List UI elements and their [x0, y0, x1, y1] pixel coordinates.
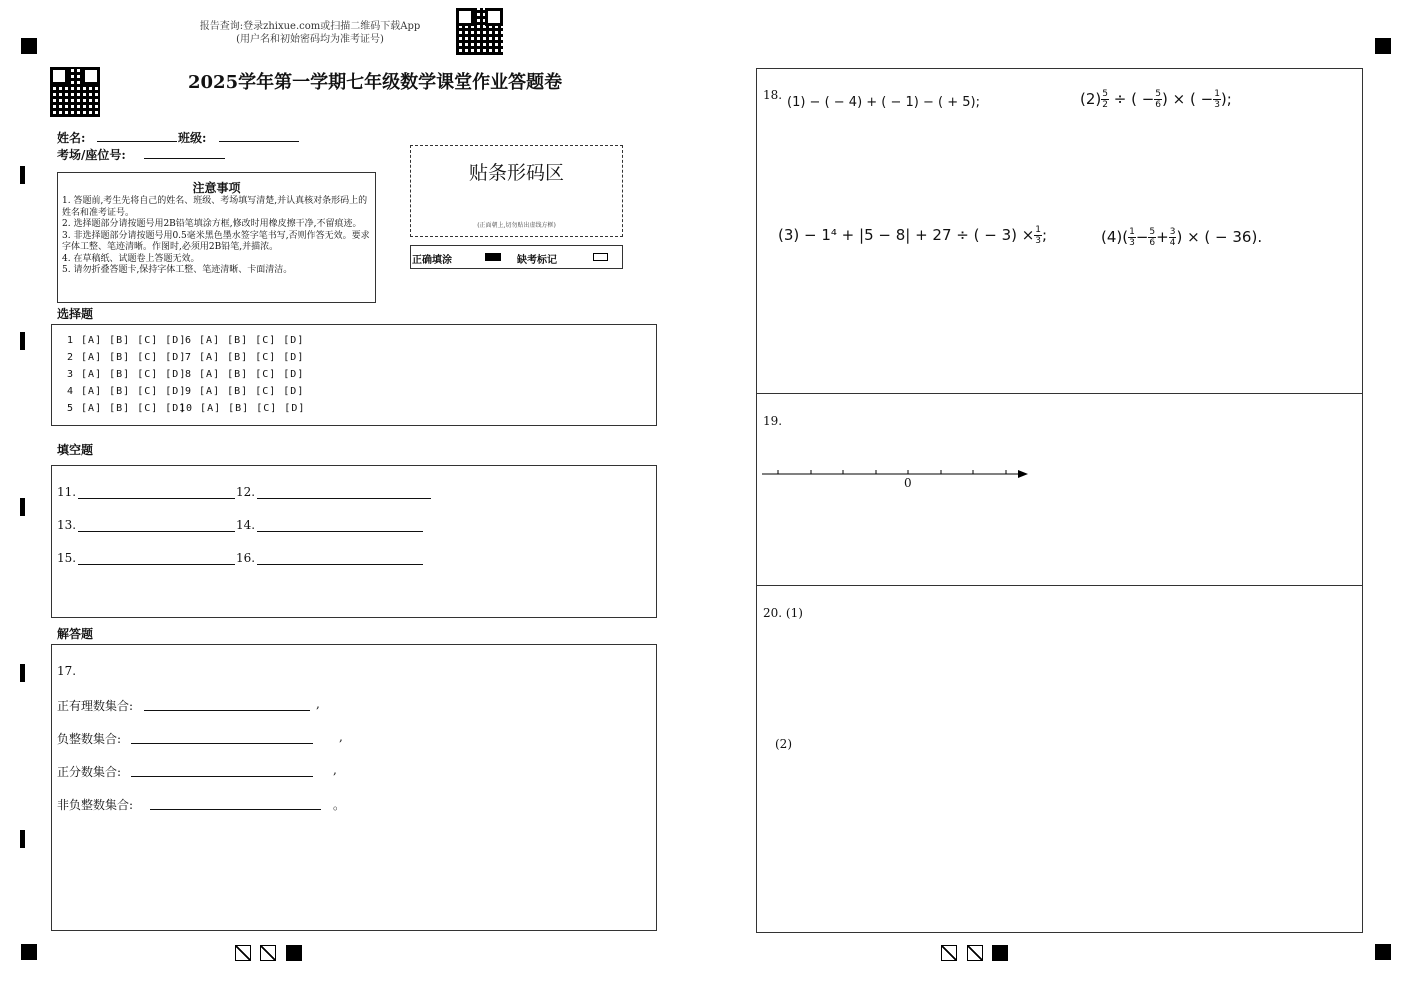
barcode-title: 贴条形码区: [468, 162, 564, 184]
choice-row-8[interactable]: 8 [A] [B] [C] [D]: [185, 369, 305, 380]
expr-text: (4)(: [1101, 228, 1129, 246]
correct-fill-label: 正确填涂: [412, 255, 452, 266]
section-choice: 选择题: [57, 307, 94, 321]
name-field[interactable]: [97, 141, 177, 142]
fill-sample-box: [410, 245, 623, 269]
timing-mark: [20, 664, 25, 682]
page-title: 2025学年第一学期七年级数学课堂作业答题卷: [188, 72, 563, 93]
page-mark-slash: [260, 945, 276, 961]
number-line: [760, 462, 1035, 482]
number-line-ticks: [778, 470, 1006, 474]
q19-box: [756, 393, 1363, 586]
corner-mark-tr: [1375, 38, 1391, 54]
denominator: 2: [1102, 100, 1108, 110]
timing-mark: [20, 498, 25, 516]
corner-mark-tl: [21, 38, 37, 54]
expr-text: +: [1156, 228, 1169, 246]
seat-field[interactable]: [144, 158, 225, 159]
numerator: 5: [1149, 227, 1156, 237]
absent-checkbox[interactable]: [593, 253, 608, 261]
expr-text: ÷ ( −: [1113, 90, 1155, 108]
choice-row-10[interactable]: 10 [A] [B] [C] [D]: [179, 403, 306, 414]
app-qr-code: [456, 8, 503, 55]
numerator: 5: [1102, 89, 1108, 99]
fill-num-11: 11.: [57, 485, 77, 499]
q20-part2: (2): [775, 737, 792, 751]
fill-answer-12[interactable]: [257, 498, 431, 499]
fill-num-14: 14.: [236, 518, 256, 532]
numerator: 5: [1155, 89, 1162, 99]
numerator: 3: [1169, 227, 1176, 237]
correct-fill-mark: [485, 253, 501, 261]
class-label: 班级:: [178, 131, 207, 145]
fraction: [1034, 225, 1042, 246]
q18-part1: (1) − ( − 4) + ( − 1) − ( + 5);: [787, 95, 980, 110]
q17-positive-fraction-label: 正分数集合:: [57, 765, 122, 779]
expr-text: ) × ( − 36).: [1176, 228, 1263, 246]
note-item: 2. 选择题部分请按题号用2B铅笔填涂方框,修改时用橡皮擦干净,不留痕迹。: [62, 219, 362, 229]
q17-end-mark: ,: [333, 763, 337, 777]
q17-number: 17.: [57, 664, 77, 678]
class-field[interactable]: [219, 141, 299, 142]
denominator: 4: [1169, 238, 1176, 248]
number-line-zero-label: 0: [904, 476, 912, 490]
q17-nonneg-integer-field[interactable]: [150, 809, 321, 810]
choice-row-2[interactable]: 2 [A] [B] [C] [D]: [67, 352, 187, 363]
q20-number: 20. (1): [763, 606, 803, 620]
note-item: 4. 在草稿纸、试题卷上答题无效。: [62, 253, 200, 264]
choice-row-1[interactable]: 1 [A] [B] [C] [D]: [67, 335, 187, 346]
fraction: [1213, 89, 1221, 110]
barcode-area: [410, 145, 623, 237]
choice-row-5[interactable]: 5 [A] [B] [C] [D]: [67, 403, 187, 414]
choice-row-9[interactable]: 9 [A] [B] [C] [D]: [185, 386, 305, 397]
q17-positive-fraction-field[interactable]: [131, 776, 313, 777]
fraction: [1148, 227, 1156, 248]
expr-text: (3) − 1⁴ + |5 − 8| + 27 ÷ ( − 3) ×: [778, 226, 1035, 244]
expr-text: ;: [1042, 226, 1048, 244]
page-mark-slash: [235, 945, 251, 961]
page-mark-slash: [941, 945, 957, 961]
fraction: [1154, 89, 1162, 110]
absent-label: 缺考标记: [517, 255, 557, 266]
q17-positive-rational-field[interactable]: [144, 710, 310, 711]
q20-box: [756, 585, 1363, 933]
note-item: 3. 非选择题部分请按题号用0.5毫米黑色墨水签字笔书写,否则作答无效。要求字体工整、笔迹清晰。作图时,必须用2B铅笔,并描浓。: [62, 230, 370, 252]
fill-num-15: 15.: [57, 551, 77, 565]
fill-num-12: 12.: [236, 485, 256, 499]
note-item: 1. 答题前,考生先将自己的姓名、班级、考场填写清楚,并认真核对条形码上的姓名和准考证号。: [62, 196, 368, 218]
corner-mark-br: [1375, 944, 1391, 960]
fill-answer-16[interactable]: [257, 564, 423, 565]
numerator: 1: [1214, 89, 1220, 99]
numerator: 1: [1129, 227, 1135, 237]
q17-box: [51, 644, 657, 931]
report-notice: [170, 20, 450, 46]
note-item: 5. 请勿折叠答题卡,保持字体工整、笔迹清晰、卡面清洁。: [62, 265, 293, 275]
denominator: 3: [1129, 238, 1135, 248]
denominator: 3: [1214, 100, 1220, 110]
choice-row-7[interactable]: 7 [A] [B] [C] [D]: [185, 352, 305, 363]
fill-num-13: 13.: [57, 518, 77, 532]
choice-row-4[interactable]: 4 [A] [B] [C] [D]: [67, 386, 187, 397]
choice-row-3[interactable]: 3 [A] [B] [C] [D]: [67, 369, 187, 380]
sheet-qr-code: [50, 67, 100, 117]
q17-end-mark: ,: [339, 730, 343, 744]
choice-row-6[interactable]: 6 [A] [B] [C] [D]: [185, 335, 305, 346]
number-line-arrow: [1018, 470, 1028, 478]
fill-answer-14[interactable]: [257, 531, 423, 532]
timing-mark: [20, 166, 25, 184]
fraction: [1101, 89, 1109, 110]
report-notice-line1: 报告查询:登录zhixue.com或扫描二维码下载App: [199, 21, 421, 32]
page-mark-slash: [967, 945, 983, 961]
expr-text: (2): [1080, 90, 1102, 108]
q17-negative-integer-label: 负整数集合:: [57, 732, 122, 746]
name-label: 姓名:: [57, 131, 86, 145]
fill-answer-11[interactable]: [78, 498, 235, 499]
section-fill: 填空题: [57, 443, 94, 457]
seat-label: 考场/座位号:: [57, 148, 126, 162]
fraction: [1128, 227, 1136, 248]
q17-end-mark: 。: [333, 798, 346, 812]
expr-text: −: [1135, 228, 1149, 246]
page-mark-solid: [992, 945, 1008, 961]
fill-box: [51, 465, 657, 618]
denominator: 6: [1155, 100, 1162, 110]
fill-answer-13[interactable]: [78, 531, 235, 532]
report-notice-line2: (用户名和初始密码均为准考证号): [236, 34, 384, 45]
q17-negative-integer-field[interactable]: [131, 743, 313, 744]
fill-answer-15[interactable]: [78, 564, 235, 565]
q18-part2: [1080, 89, 1232, 110]
q18-part3: [778, 225, 1047, 246]
fill-num-16: 16.: [236, 551, 256, 565]
expr-text: ) × ( −: [1162, 90, 1214, 108]
notes-box: [57, 172, 376, 303]
notes-title: 注意事项: [192, 181, 241, 195]
q18-number: 18.: [763, 88, 783, 102]
barcode-hint: (正面朝上,切勿贴出虚线方框): [477, 222, 556, 229]
q17-end-mark: ,: [316, 697, 320, 711]
denominator: 3: [1035, 236, 1042, 246]
notes-list: [62, 196, 371, 277]
timing-mark: [20, 830, 25, 848]
q19-number: 19.: [763, 414, 783, 428]
q17-positive-rational-label: 正有理数集合:: [57, 699, 134, 713]
numerator: 1: [1035, 225, 1042, 235]
q18-part4: [1101, 227, 1262, 248]
corner-mark-bl: [21, 944, 37, 960]
section-answer: 解答题: [57, 627, 94, 641]
expr-text: );: [1220, 90, 1232, 108]
page-mark-solid: [286, 945, 302, 961]
q17-nonneg-integer-label: 非负整数集合:: [57, 798, 134, 812]
denominator: 6: [1149, 238, 1156, 248]
timing-mark: [20, 332, 25, 350]
